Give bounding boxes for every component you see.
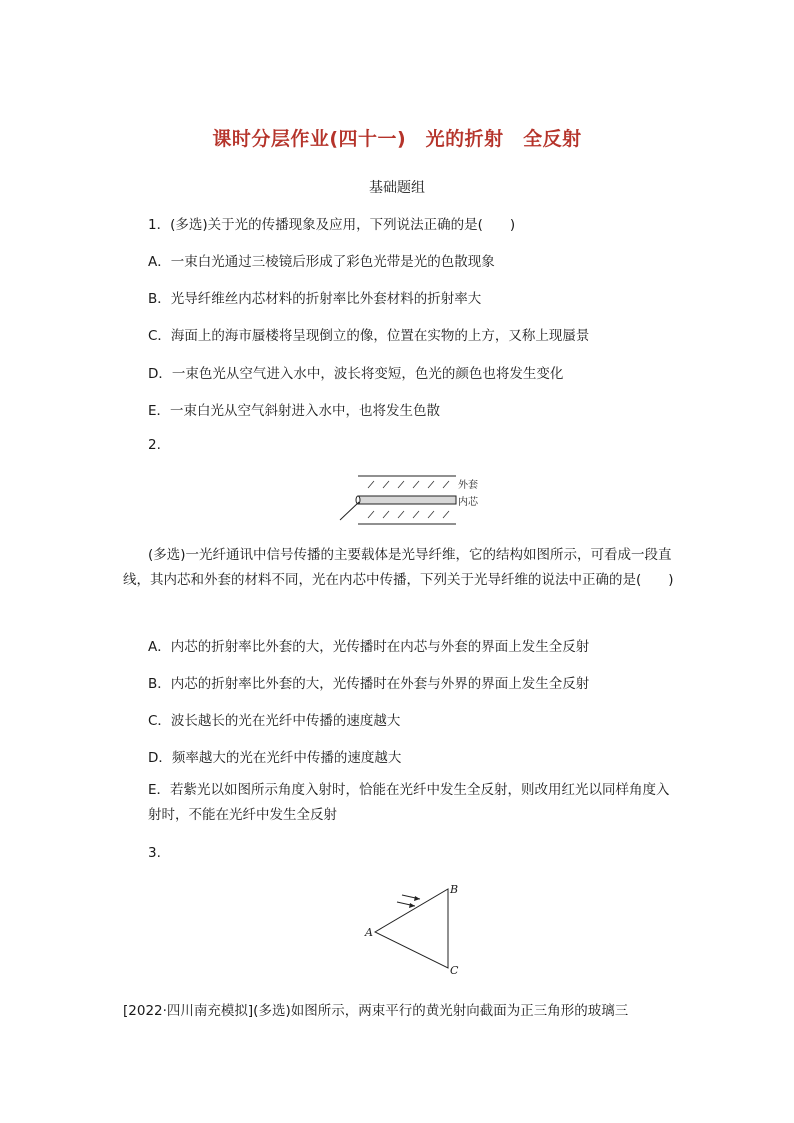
- q2-option-b: B．内芯的折射率比外套的大，光传播时在外套与外界的界面上发生全反射: [148, 676, 590, 692]
- label-vertex-b: B: [450, 883, 459, 896]
- q1-option-c: C．海面上的海市蜃楼将呈现倒立的像，位置在实物的上方，又称上现蜃景: [148, 328, 590, 344]
- q2-option-a: A．内芯的折射率比外套的大，光传播时在内芯与外套的界面上发生全反射: [148, 639, 590, 655]
- label-vertex-a: A: [365, 926, 373, 939]
- q1-stem: 1．(多选)关于光的传播现象及应用，下列说法正确的是( ): [148, 217, 516, 233]
- q2-option-c: C．波长越长的光在光纤中传播的速度越大: [148, 713, 401, 729]
- q3-number: 3.: [148, 845, 161, 861]
- label-inner-core: 内芯: [458, 497, 478, 508]
- q1-option-e: E．一束白光从空气斜射进入水中，也将发生色散: [148, 403, 441, 419]
- page-title: 课时分层作业(四十一) 光的折射 全反射: [212, 128, 582, 150]
- q1-option-b: B．光导纤维丝内芯材料的折射率比外套材料的折射率大: [148, 291, 482, 307]
- q2-number: 2.: [148, 437, 161, 453]
- q3-stem: [2022·四川南充模拟](多选)如图所示，两束平行的黄光射向截面为正三角形的玻璃三: [123, 1003, 629, 1019]
- q2-option-d: D．频率越大的光在光纤中传播的速度越大: [148, 750, 402, 766]
- q1-option-d: D．一束色光从空气进入水中，波长将变短，色光的颜色也将发生变化: [148, 366, 564, 382]
- q2-stem: (多选)一光纤通讯中信号传播的主要载体是光导纤维，它的结构如图所示，可看成一段直线，其内芯和外套的材料不同，光在内芯中传播，下列关于光导纤维的说法中正确的是( ): [123, 547, 674, 588]
- optical-fiber-figure: [330, 468, 490, 530]
- q2-option-e: E．若紫光以如图所示角度入射时，恰能在光纤中发生全反射，则改用红光以同样角度入射时，不能在光纤中发生全反射: [148, 782, 670, 823]
- label-vertex-c: C: [450, 964, 459, 977]
- label-outer-jacket: 外套: [458, 480, 478, 491]
- q1-option-a: A．一束白光通过三棱镜后形成了彩色光带是光的色散现象: [148, 254, 495, 270]
- prism-figure: [360, 880, 470, 978]
- section-title: 基础题组: [369, 180, 425, 196]
